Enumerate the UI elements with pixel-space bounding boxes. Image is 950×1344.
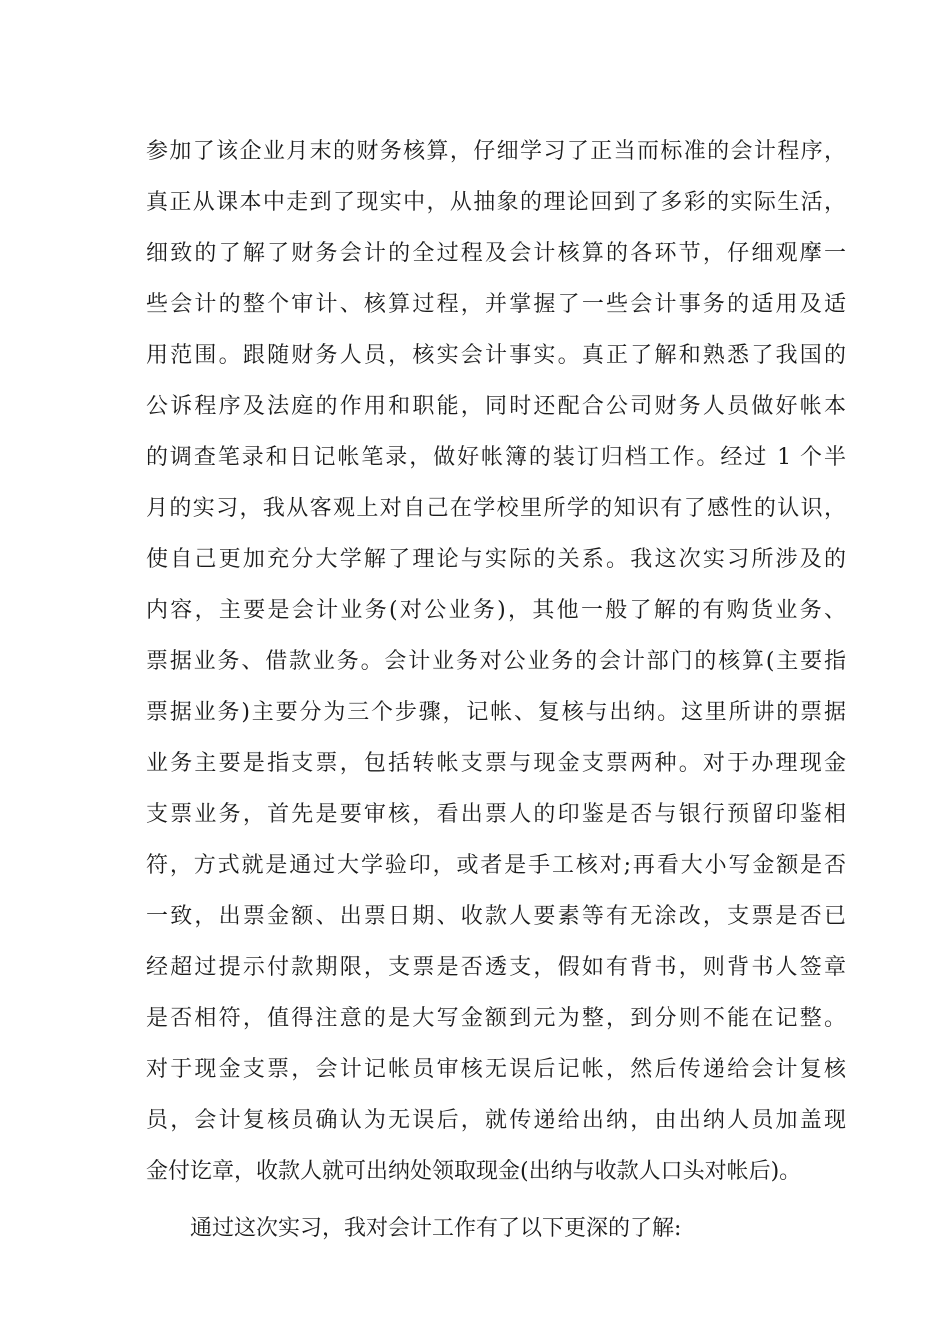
text-line: 公诉程序及法庭的作用和职能，同时还配合公司财务人员做好帐本 <box>146 394 846 419</box>
text-line: 细致的了解了财务会计的全过程及会计核算的各环节，仔细观摩一 <box>146 241 846 266</box>
text-line: 些会计的整个审计、核算过程，并掌握了一些会计事务的适用及适 <box>146 292 846 317</box>
text-line: 符，方式就是通过大学验印，或者是手工核对;再看大小写金额是否 <box>146 853 846 878</box>
paragraph-2: 通过这次实习，我对会计工作有了以下更深的了解: <box>190 1216 682 1241</box>
text-line: 一致，出票金额、出票日期、收款人要素等有无涂改，支票是否已 <box>146 904 846 929</box>
text-line: 票据业务、借款业务。会计业务对公业务的会计部门的核算(主要指 <box>146 649 846 674</box>
text-line: 员，会计复核员确认为无误后，就传递给出纳，由出纳人员加盖现 <box>146 1108 846 1133</box>
text-line: 真正从课本中走到了现实中，从抽象的理论回到了多彩的实际生活， <box>146 190 846 215</box>
text-line: 票据业务)主要分为三个步骤，记帐、复核与出纳。这里所讲的票据 <box>146 700 846 725</box>
body-text <box>146 126 846 1254</box>
text-line: 经超过提示付款期限，支票是否透支，假如有背书，则背书人签章 <box>146 955 846 980</box>
text-line: 对于现金支票，会计记帐员审核无误后记帐，然后传递给会计复核 <box>146 1057 846 1082</box>
paragraph-1 <box>146 126 846 1197</box>
text-line: 月的实习，我从客观上对自己在学校里所学的知识有了感性的认识， <box>146 496 846 521</box>
text-line: 参加了该企业月末的财务核算，仔细学习了正当而标准的会计程序， <box>146 139 846 164</box>
text-line: 支票业务，首先是要审核，看出票人的印鉴是否与银行预留印鉴相 <box>146 802 846 827</box>
text-line: 用范围。跟随财务人员，核实会计事实。真正了解和熟悉了我国的 <box>146 343 846 368</box>
text-line: 金付讫章，收款人就可出纳处领取现金(出纳与收款人口头对帐后)。 <box>146 1159 802 1184</box>
text-line: 使自己更加充分大学解了理论与实际的关系。我这次实习所涉及的 <box>146 547 846 572</box>
text-line: 内容，主要是会计业务(对公业务)，其他一般了解的有购货业务、 <box>146 598 846 623</box>
text-line: 业务主要是指支票，包括转帐支票与现金支票两种。对于办理现金 <box>146 751 846 776</box>
text-line: 是否相符，值得注意的是大写金额到元为整，到分则不能在记整。 <box>146 1006 846 1031</box>
text-line: 的调查笔录和日记帐笔录，做好帐簿的装订归档工作。经过 1 个半 <box>146 445 846 470</box>
